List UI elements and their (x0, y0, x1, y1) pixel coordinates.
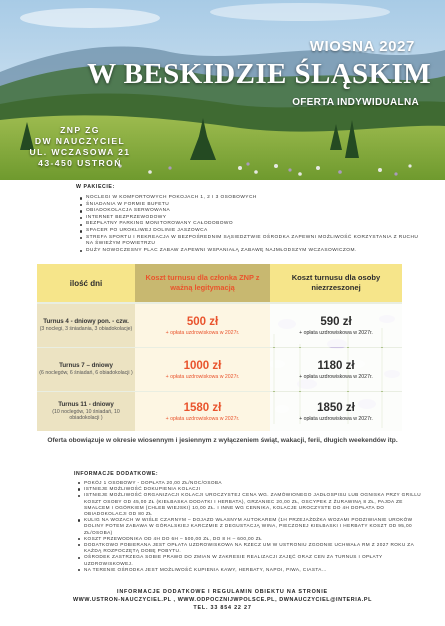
list-item: BEZPŁATNY PARKING MONITOROWANY CAŁODOBOWO (80, 221, 420, 228)
address-line: DW NAUCZYCIEL (34, 136, 126, 146)
turnus-title: Turnus 7 – dniowy (59, 362, 113, 370)
extras-list (78, 480, 423, 573)
table-cell-guest (270, 304, 402, 347)
list-item: INTERNET BEZPRZEWODOWY (80, 215, 420, 222)
turnus-detail: (10 noclegów, 10 śniadań, 10 obiadokolacji ) (52, 408, 120, 422)
guest-fee: + opłata uzdrowiskowa w 2027r. (299, 330, 373, 336)
table-cell-guest (270, 348, 402, 391)
turnus-detail: (6 noclegów, 6 śniadań, 6 obiadokolacji ) (39, 370, 133, 377)
footer (0, 588, 445, 612)
list-item: ISTNIEJE MOŻLIWOŚĆ ORGANIZACJI KOLACJI UROCZYSTEJ CENA WG. ZAMÓWIONEGO JADŁOSPISU LUB OGNISKA PRZY GRILLU KOSZT OSOBY OD 45,00 ZŁ (KIEŁBASKA DODATKI I HERBATA), GRZANIEC 20,00 ZŁ, OSCYPEK Z ŻURAWINĄ 8 ZŁ, PAJDA ZE SMALCEM I OGÓRKIEM (CHLEB WIEJSKI) 10,00 ZŁ. I INNE WG CENNIKA, KOLACJE UROCZYSTE DO 4H DOPŁATA DO OBIADOKOLACJI OD 80 ZŁ (78, 492, 423, 517)
address-line: 43-450 USTROŃ (38, 158, 122, 168)
turnus-title: Turnus 11 - dniowy (58, 401, 114, 408)
footer-links-line[interactable]: WWW.USTRON-NAUCZYCIEL.PL , WWW.ODPOCZNIJWPOLSCE.PL, DWNAUCZYCIEL@INTERIA.PL (72, 597, 372, 603)
member-fee: + opłata uzdrowiskowa w 2027r. (165, 374, 240, 380)
footer-info-line: INFORMACJE DODATKOWE I REGULAMIN OBIEKTU NA STRONIE (117, 589, 328, 595)
list-item: DODATKOWO POBIERANA JEST OPŁATA UZDROWISKOWA NA RZECZ UM W USTRONIU ZGODNIE UCHWAŁA RM Z 2027 ROKU ZA KAŻDĄ ROZPOCZĘTĄ DOBĘ POBYTU. (78, 542, 423, 554)
package-title: W PAKIECIE: (76, 184, 115, 190)
list-item: NA TERENIE OŚRODKA JEST MOŻLIWOŚĆ KUPIENIA KAWY, HERBATY, NAPOI, PIWA, CIASTA… (78, 567, 423, 573)
package-list (80, 195, 420, 254)
list-item: NOCLEGI W KOMFORTOWYCH POKOJACH 1, 2 I 3 OSOBOWYCH (80, 195, 420, 202)
extras-title: INFORMACJE DODATKOWE: (74, 471, 159, 477)
address-line: ZNP ZG (60, 125, 100, 135)
member-fee: + opłata uzdrowiskowa w 2027r. (165, 416, 240, 422)
list-item: SPACER PO UROKLIWEJ DOLINIE JASZOWCA (80, 228, 420, 235)
table-row-label (37, 348, 135, 391)
header-member (135, 264, 270, 302)
list-item: KOSZT PRZEWODNIKA OD 4H DO 6H – 500,00 ZŁ, DO 8 H – 600,00 ZŁ (78, 536, 423, 542)
list-item: ISTNIEJE MOŻLIWOŚĆ DOKUPIENIA KOLACJI (78, 486, 423, 492)
guest-fee: + opłata uzdrowiskowa w 2027r. (299, 416, 373, 422)
header-guest (270, 264, 402, 302)
table-cell-member (135, 392, 270, 431)
table-cell-member (135, 304, 270, 347)
season-label: WIOSNA 2027 (309, 38, 415, 55)
member-price: 1000 zł (183, 360, 222, 372)
member-fee: + opłata uzdrowiskowa w 2027r. (165, 330, 240, 336)
offer-label: OFERTA INDYWIDUALNA (292, 97, 419, 108)
table-row-label (37, 304, 135, 347)
guest-price: 1180 zł (317, 360, 355, 372)
guest-price: 590 zł (320, 316, 352, 328)
address-block (20, 125, 140, 169)
table-cell-member (135, 348, 270, 391)
header-member-label: Koszt turnusu dla członka ZNP z ważną legitymacją (145, 273, 260, 292)
header-guest-label: Koszt turnusu dla osoby niezrzeszonej (291, 273, 381, 292)
list-item: POKÓJ 1 OSOBOWY - DOPŁATA 20,00 ZŁ/NOC/OSOBA (78, 480, 423, 486)
guest-price: 1850 zł (317, 402, 355, 414)
hero-title-block (0, 0, 445, 180)
price-table (37, 264, 402, 431)
hero-photo (0, 0, 445, 180)
guest-fee: + opłata uzdrowiskowa w 2027r. (299, 374, 373, 380)
header-days-label: ilość dni (69, 278, 103, 288)
table-row-label (37, 392, 135, 431)
validity-note: Oferta obowiązuje w okresie wiosennym i jesiennym z wyłączeniem świąt, wakacji, ferii, długich weekendów itp. (47, 437, 398, 444)
list-item: ŚNIADANIA W FORMIE BUFETU (80, 202, 420, 209)
list-item: DUŻY NOWOCZESNY PLAC ZABAW ZAPEWNI WSPANIAŁĄ ZABAWĘ NAJMŁODSZYM WCZASOWICZOM. (80, 248, 420, 255)
address-line: UL. WCZASOWA 21 (29, 147, 131, 157)
header-days (37, 264, 135, 302)
member-price: 1580 zł (183, 402, 222, 414)
turnus-title: Turnus 4 - dniowy pon. - czw. (43, 318, 129, 326)
turnus-detail: (3 noclegi, 3 śniadania, 3 obiadokolacje) (39, 326, 133, 333)
footer-phone-line: TEL. 33 854 22 27 (193, 605, 252, 611)
table-cell-guest (270, 392, 402, 431)
list-item: KULIG NA WOZACH W WIŚLE CZARNYM – DOJAZD WŁASNYM AUTOKAREM (1H PRZEJAŻDŻKA WOZAMI PODZIWIANIE UROKÓW DOLINY POTEM ZABAWA W GÓRALSKIEJ KARCZMIE Z DEGUSTACJĄ WINA, PIECZONEJ KIEŁBASKI I HERBATY KOSZT OD 95,00 ZŁ/OSOBA) (78, 517, 423, 536)
list-item: OŚRODEK ZASTRZEGA SOBIE PRAWO DO ZMIAN W ZAKRESIE REALIZACJI ZAJĘĆ ORAZ CEN ZA TURNUS I OPŁATY UZDROWISKOWEJ. (78, 554, 423, 566)
member-price: 500 zł (186, 316, 219, 328)
headline: W BESKIDZIE ŚLĄSKIM (87, 58, 431, 90)
list-item: OBIADOKOLACJA SERWOWANA (80, 208, 420, 215)
list-item: STREFA SPORTU I REKREACJA W BEZPOŚREDNIM SĄSIEDZTWIE OŚRODKA ZAPEWNI MOŻLIWOŚĆ KORZYSTANIA Z RUCHU NA ŚWIEŻYM POWIETRZU (80, 235, 420, 248)
